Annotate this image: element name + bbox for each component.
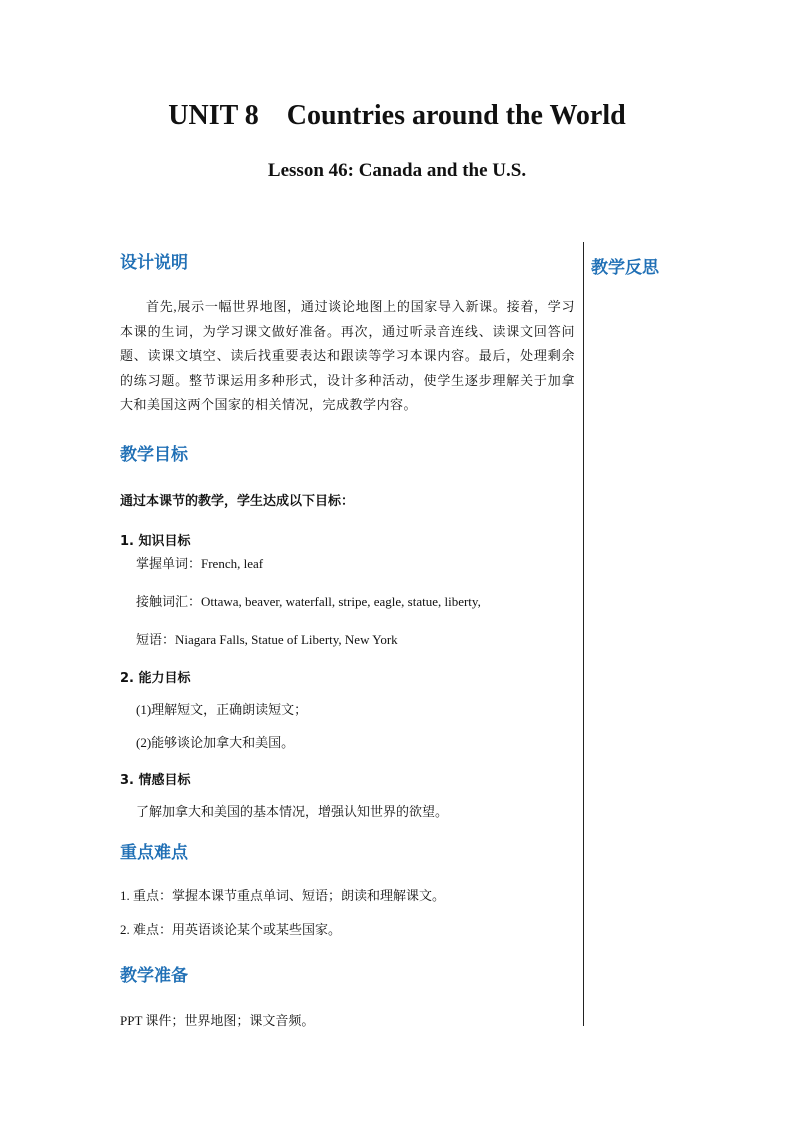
focus-key: 1. 重点：掌握本课节重点单词、短语；朗读和理解课文。 <box>120 887 446 903</box>
goals-intro: 通过本课节的教学，学生达成以下目标： <box>120 493 355 509</box>
knowledge-phrases: 短语：Niagara Falls, Statue of Liberty, New York <box>136 631 398 647</box>
emotion-text: 了解加拿大和美国的基本情况，增强认知世界的欲望。 <box>136 803 449 819</box>
prep-heading: 教学准备 <box>120 965 188 986</box>
goals-heading: 教学目标 <box>120 444 188 465</box>
focus-heading: 重点难点 <box>120 842 188 863</box>
main-column <box>120 248 575 1029</box>
emotion-heading: 3. 情感目标 <box>120 772 191 788</box>
design-heading: 设计说明 <box>120 253 188 273</box>
column-divider <box>583 242 584 1026</box>
design-paragraph: 首先,展示一幅世界地图，通过谈论地图上的国家导入新课。接着，学习本课的生词，为学习课文做好准备。再次，通过听录音连线、读课文回答问题、读课文填空、读后找重要表达和跟读等学习本课内容。最后，处理剩余的练习题。整节课运用多种形式，设计多种活动，使学生逐步理解关于加拿大和美国这两个国家的相关情况，完成教学内容。 <box>120 299 575 412</box>
unit-title: UNIT 8 Countries around the World <box>168 100 626 131</box>
reflection-heading: 教学反思 <box>591 258 659 278</box>
ability-item-1: (1)理解短文，正确朗读短文； <box>136 701 308 717</box>
ability-heading: 2. 能力目标 <box>120 670 191 686</box>
knowledge-heading: 1. 知识目标 <box>120 533 191 549</box>
knowledge-master: 掌握单词：French, leaf <box>136 555 264 571</box>
ability-item-2: (2)能够谈论加拿大和美国。 <box>136 734 295 750</box>
prep-text: PPT 课件；世界地图；课文音频。 <box>120 1012 315 1028</box>
lesson-title: Lesson 46: Canada and the U.S. <box>267 160 527 181</box>
knowledge-contact: 接触词汇：Ottawa, beaver, waterfall, stripe, eagle, statue, liberty, <box>136 593 481 609</box>
focus-difficult: 2. 难点：用英语谈论某个或某些国家。 <box>120 921 342 937</box>
